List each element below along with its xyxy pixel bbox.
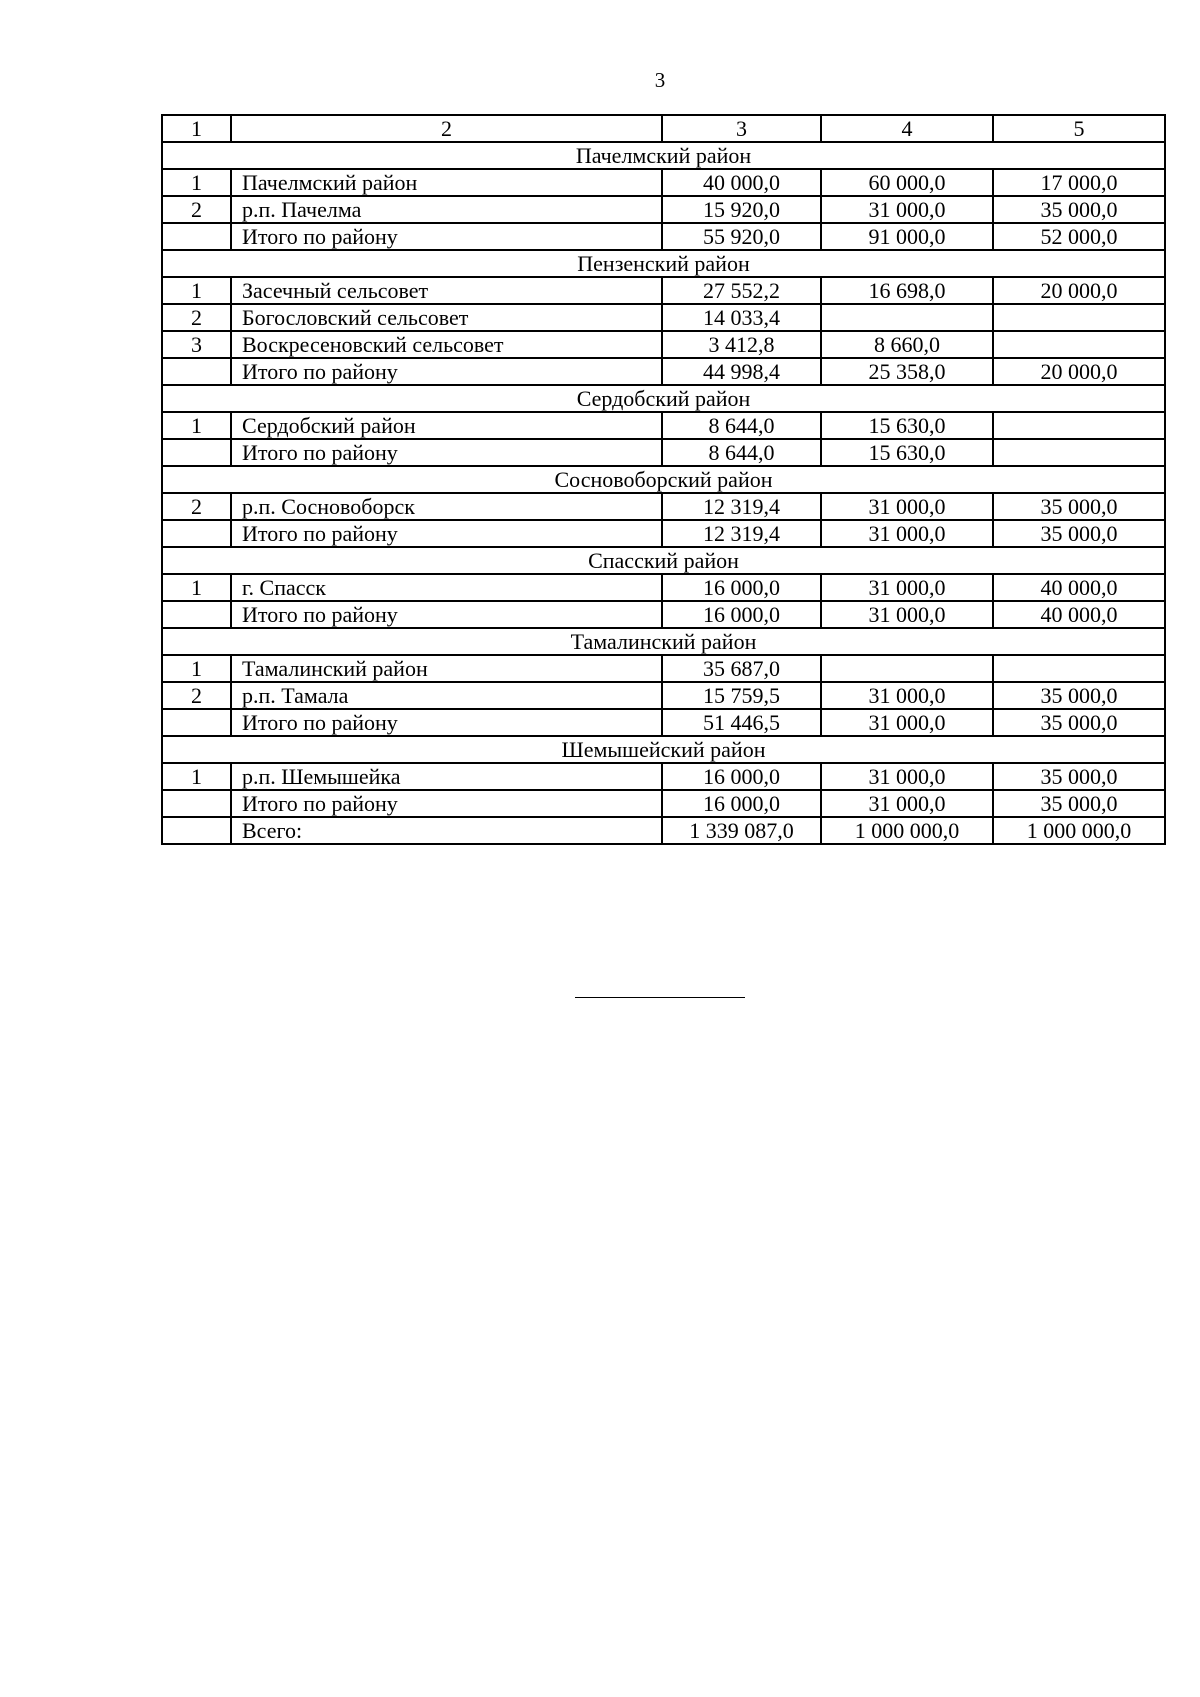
row-number — [162, 223, 231, 250]
value-col-4: 15 630,0 — [821, 412, 993, 439]
value-col-3: 35 687,0 — [662, 655, 821, 682]
table-row — [162, 412, 1165, 439]
value-col-4: 25 358,0 — [821, 358, 993, 385]
value-col-5: 35 000,0 — [993, 493, 1165, 520]
value-col-5: 35 000,0 — [993, 709, 1165, 736]
subtotal-row — [162, 358, 1165, 385]
value-col-3: 40 000,0 — [662, 169, 821, 196]
value-col-5: 20 000,0 — [993, 277, 1165, 304]
value-col-4: 31 000,0 — [821, 709, 993, 736]
value-col-3: 16 000,0 — [662, 574, 821, 601]
value-col-4: 8 660,0 — [821, 331, 993, 358]
value-col-3: 15 759,5 — [662, 682, 821, 709]
value-col-5: 35 000,0 — [993, 520, 1165, 547]
table-row — [162, 574, 1165, 601]
value-col-4: 16 698,0 — [821, 277, 993, 304]
value-col-3: 8 644,0 — [662, 439, 821, 466]
row-name: Итого по району — [231, 223, 662, 250]
value-col-4: 31 000,0 — [821, 493, 993, 520]
value-col-3: 12 319,4 — [662, 520, 821, 547]
row-name: Итого по району — [231, 709, 662, 736]
subtotal-row — [162, 601, 1165, 628]
header-col-4: 4 — [821, 115, 993, 142]
section-header-row — [162, 736, 1165, 763]
value-col-4: 31 000,0 — [821, 520, 993, 547]
row-number: 3 — [162, 331, 231, 358]
row-name: Богословский сельсовет — [231, 304, 662, 331]
value-col-3: 16 000,0 — [662, 763, 821, 790]
value-col-3: 14 033,4 — [662, 304, 821, 331]
value-col-5 — [993, 304, 1165, 331]
row-name: Всего: — [231, 817, 662, 844]
subtotal-row — [162, 223, 1165, 250]
value-col-5 — [993, 655, 1165, 682]
value-col-5: 40 000,0 — [993, 574, 1165, 601]
value-col-4: 31 000,0 — [821, 790, 993, 817]
subtotal-row — [162, 790, 1165, 817]
table-row — [162, 682, 1165, 709]
value-col-5: 17 000,0 — [993, 169, 1165, 196]
table-row — [162, 331, 1165, 358]
value-col-4: 60 000,0 — [821, 169, 993, 196]
row-number — [162, 358, 231, 385]
value-col-4: 31 000,0 — [821, 196, 993, 223]
page-number: 3 — [654, 68, 666, 92]
row-name: Итого по району — [231, 601, 662, 628]
section-title: Пачелмский район — [162, 142, 1165, 169]
section-header-row — [162, 547, 1165, 574]
value-col-5 — [993, 439, 1165, 466]
value-col-3: 27 552,2 — [662, 277, 821, 304]
value-col-3: 55 920,0 — [662, 223, 821, 250]
row-name: Тамалинский район — [231, 655, 662, 682]
table-row — [162, 196, 1165, 223]
row-number — [162, 817, 231, 844]
row-number — [162, 709, 231, 736]
value-col-4: 31 000,0 — [821, 601, 993, 628]
value-col-4: 15 630,0 — [821, 439, 993, 466]
section-header-row — [162, 385, 1165, 412]
table-row — [162, 169, 1165, 196]
row-name: Итого по району — [231, 520, 662, 547]
row-number — [162, 601, 231, 628]
row-name: Итого по району — [231, 439, 662, 466]
header-row — [162, 115, 1165, 142]
value-col-4: 31 000,0 — [821, 763, 993, 790]
value-col-3: 3 412,8 — [662, 331, 821, 358]
table-row — [162, 763, 1165, 790]
section-header-row — [162, 628, 1165, 655]
value-col-3: 16 000,0 — [662, 790, 821, 817]
value-col-4 — [821, 655, 993, 682]
value-col-5: 35 000,0 — [993, 763, 1165, 790]
row-number: 1 — [162, 574, 231, 601]
value-col-5: 1 000 000,0 — [993, 817, 1165, 844]
row-number: 1 — [162, 763, 231, 790]
value-col-3: 16 000,0 — [662, 601, 821, 628]
section-title: Тамалинский район — [162, 628, 1165, 655]
value-col-4: 31 000,0 — [821, 682, 993, 709]
row-number: 1 — [162, 412, 231, 439]
subtotal-row — [162, 439, 1165, 466]
section-title: Спасский район — [162, 547, 1165, 574]
value-col-5 — [993, 331, 1165, 358]
value-col-3: 1 339 087,0 — [662, 817, 821, 844]
value-col-4: 1 000 000,0 — [821, 817, 993, 844]
subtotal-row — [162, 520, 1165, 547]
table-row — [162, 493, 1165, 520]
data-table — [161, 114, 1166, 845]
value-col-3: 15 920,0 — [662, 196, 821, 223]
value-col-5 — [993, 412, 1165, 439]
row-name: Итого по району — [231, 358, 662, 385]
row-name: р.п. Пачелма — [231, 196, 662, 223]
row-name: р.п. Шемышейка — [231, 763, 662, 790]
row-number: 2 — [162, 682, 231, 709]
row-number: 2 — [162, 196, 231, 223]
value-col-3: 12 319,4 — [662, 493, 821, 520]
row-number — [162, 790, 231, 817]
row-name: г. Спасск — [231, 574, 662, 601]
header-col-3: 3 — [662, 115, 821, 142]
value-col-3: 8 644,0 — [662, 412, 821, 439]
value-col-5: 20 000,0 — [993, 358, 1165, 385]
value-col-5: 35 000,0 — [993, 790, 1165, 817]
value-col-5: 35 000,0 — [993, 196, 1165, 223]
section-title: Сердобский район — [162, 385, 1165, 412]
row-number: 1 — [162, 655, 231, 682]
value-col-3: 51 446,5 — [662, 709, 821, 736]
section-title: Сосновоборский район — [162, 466, 1165, 493]
grand-total-row — [162, 817, 1165, 844]
value-col-5: 40 000,0 — [993, 601, 1165, 628]
table-row — [162, 655, 1165, 682]
row-number: 2 — [162, 304, 231, 331]
value-col-4 — [821, 304, 993, 331]
row-name: Пачелмский район — [231, 169, 662, 196]
row-name: Воскресеновский сельсовет — [231, 331, 662, 358]
table-row — [162, 304, 1165, 331]
row-name: Засечный сельсовет — [231, 277, 662, 304]
section-header-row — [162, 466, 1165, 493]
value-col-4: 91 000,0 — [821, 223, 993, 250]
header-col-5: 5 — [993, 115, 1165, 142]
section-header-row — [162, 142, 1165, 169]
row-number: 1 — [162, 169, 231, 196]
section-header-row — [162, 250, 1165, 277]
section-title: Шемышейский район — [162, 736, 1165, 763]
value-col-5: 52 000,0 — [993, 223, 1165, 250]
value-col-4: 31 000,0 — [821, 574, 993, 601]
header-col-1: 1 — [162, 115, 231, 142]
header-col-2: 2 — [231, 115, 662, 142]
row-number — [162, 520, 231, 547]
row-name: Итого по району — [231, 790, 662, 817]
row-name: р.п. Сосновоборск — [231, 493, 662, 520]
subtotal-row — [162, 709, 1165, 736]
value-col-5: 35 000,0 — [993, 682, 1165, 709]
value-col-3: 44 998,4 — [662, 358, 821, 385]
table-row — [162, 277, 1165, 304]
end-rule — [575, 997, 745, 998]
row-name: Сердобский район — [231, 412, 662, 439]
section-title: Пензенский район — [162, 250, 1165, 277]
table-body — [162, 115, 1165, 844]
row-number: 2 — [162, 493, 231, 520]
row-number: 1 — [162, 277, 231, 304]
row-number — [162, 439, 231, 466]
row-name: р.п. Тамала — [231, 682, 662, 709]
